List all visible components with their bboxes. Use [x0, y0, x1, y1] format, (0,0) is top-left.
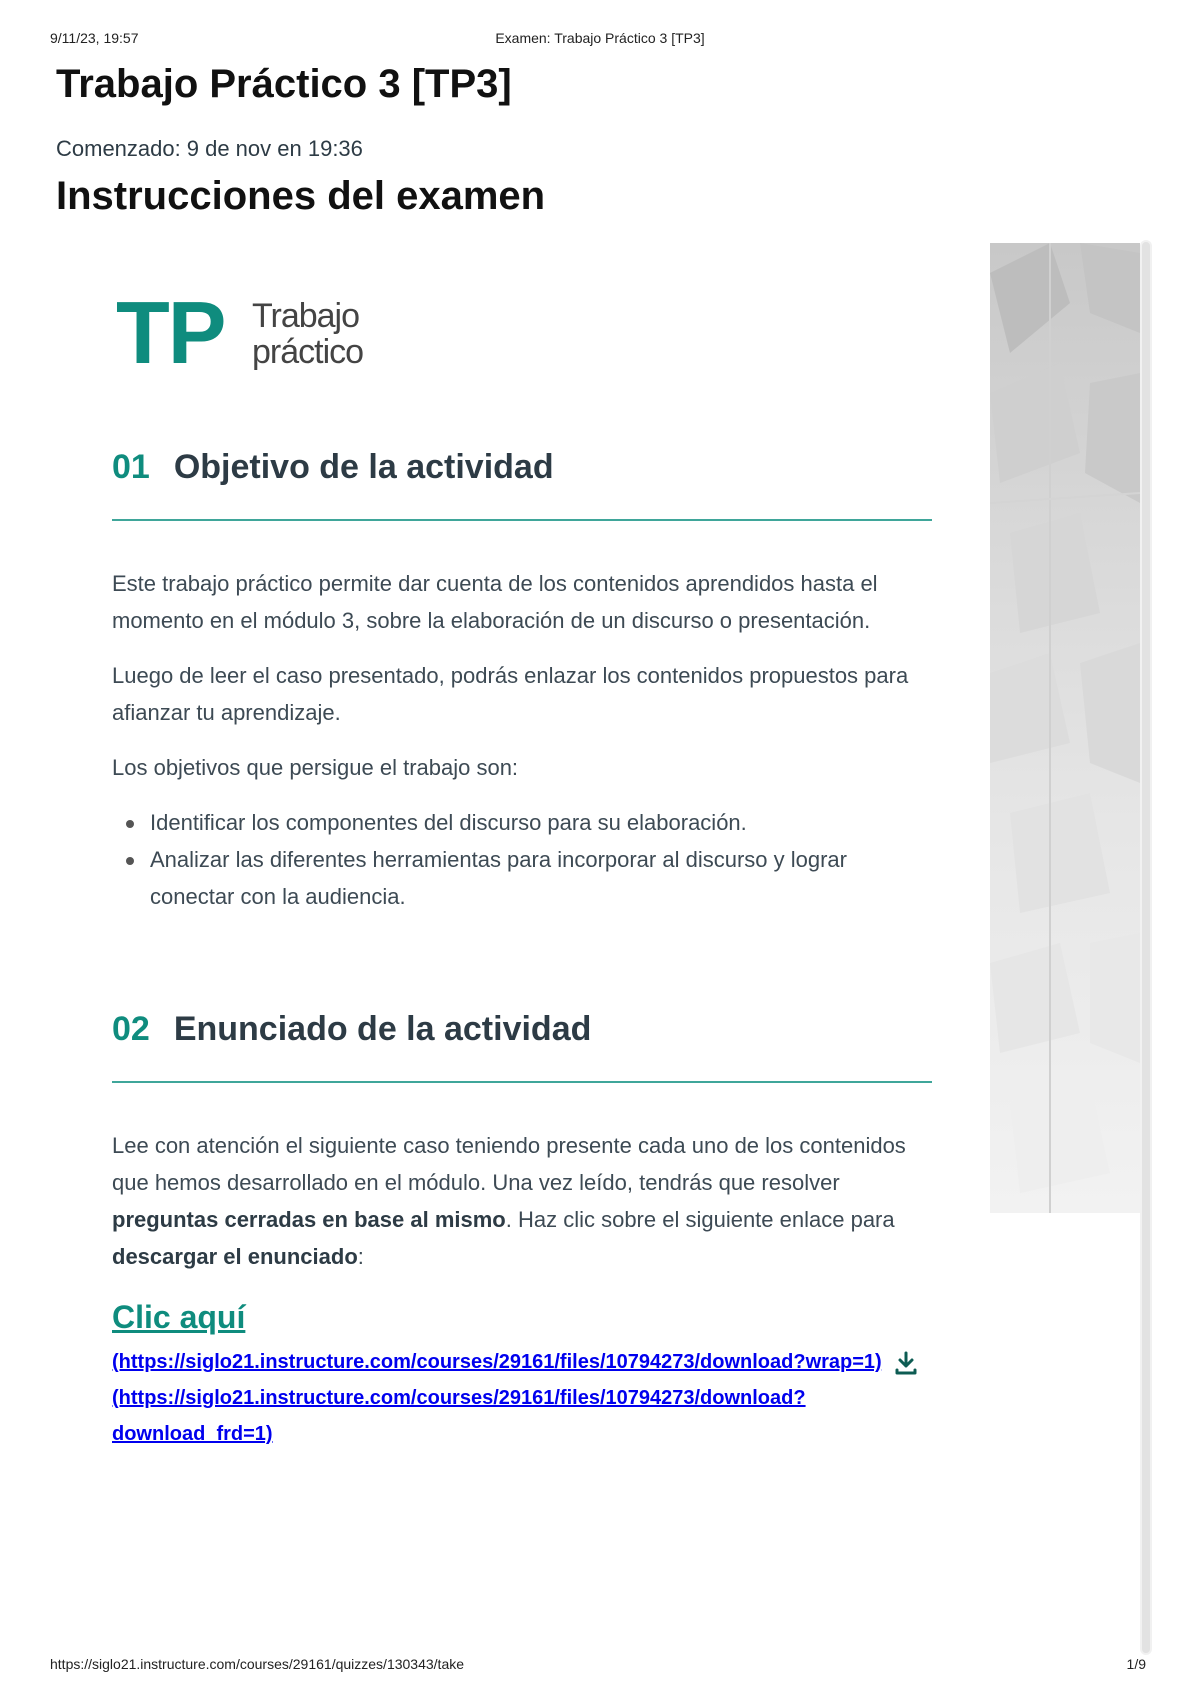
print-doc-title: Examen: Trabajo Práctico 3 [TP3]	[495, 30, 705, 46]
print-page-number: 1/9	[1126, 1656, 1146, 1672]
started-value: 9 de nov en 19:36	[186, 136, 363, 161]
objective-item: Identificar los componentes del discurso para su elaboración.	[150, 804, 932, 841]
file-wrap-link[interactable]: (https://siglo21.instructure.com/courses/29161/files/10794273/download?wrap=1)	[112, 1351, 882, 1373]
tp-logo-text	[252, 298, 363, 370]
section-number: 01	[112, 448, 150, 486]
objective-paragraph-2: Luego de leer el caso presentado, podrás enlazar los contenidos propuestos para afianzar tu aprendizaje.	[112, 663, 909, 725]
download-icon[interactable]	[893, 1350, 919, 1376]
download-links	[112, 1344, 932, 1452]
statement-text-e: :	[357, 1244, 364, 1269]
objective-item: Analizar las diferentes herramientas para incorporar al discurso y lograr conectar con la audiencia.	[150, 841, 932, 915]
section-number: 02	[112, 1010, 150, 1048]
tp-logo-line2: práctico	[252, 333, 364, 371]
instructions-content	[112, 283, 932, 1445]
statement-bold-download: descargar el enunciado	[112, 1244, 358, 1269]
scrollbar-thumb[interactable]	[1142, 242, 1150, 1653]
statement-text-c: . Haz clic sobre el siguiente enlace para	[505, 1207, 895, 1232]
section-objective-heading	[112, 448, 932, 487]
print-date: 9/11/23, 19:57	[50, 30, 139, 46]
started-label: Comenzado:	[56, 136, 181, 161]
section-title: Enunciado de la actividad	[173, 1010, 592, 1048]
click-here-link[interactable]: Clic aquí	[112, 1299, 246, 1335]
page-scrollbar[interactable]	[1140, 240, 1152, 1655]
section-title: Objetivo de la actividad	[173, 448, 554, 486]
banner-pattern	[990, 243, 1140, 1213]
file-download-link[interactable]: (https://siglo21.instructure.com/courses/29161/files/10794273/download?download_frd=1)	[112, 1387, 806, 1445]
instructions-title: Instrucciones del examen	[56, 174, 546, 218]
started-info	[56, 136, 363, 162]
tp-logo-line1: Trabajo	[252, 297, 360, 335]
section-statement	[112, 1010, 932, 1452]
print-header	[50, 30, 1150, 50]
section-divider	[112, 1081, 932, 1083]
statement-text-a: Lee con atención el siguiente caso teniendo presente cada uno de los contenidos que hemos desarrollado en el módulo. Una vez leído, tendrás que resolver	[112, 1133, 906, 1195]
objectives-list	[112, 804, 932, 915]
section-statement-heading	[112, 1010, 932, 1049]
page-title: Trabajo Práctico 3 [TP3]	[56, 62, 512, 106]
section-objective	[112, 448, 932, 915]
objective-paragraph-3: Los objetivos que persigue el trabajo son:	[112, 755, 519, 780]
tp-logo	[112, 283, 932, 382]
print-footer	[50, 1656, 1150, 1676]
tp-logo-mark: TP	[116, 283, 225, 382]
decorative-banner-image	[990, 243, 1140, 1213]
objective-paragraph-1: Este trabajo práctico permite dar cuenta de los contenidos aprendidos hasta el momento en el módulo 3, sobre la elaboración de un discurso o presentación.	[112, 571, 878, 633]
statement-paragraph	[112, 1127, 932, 1275]
statement-bold-closed-questions: preguntas cerradas en base al mismo	[112, 1207, 506, 1232]
section-divider	[112, 519, 932, 521]
print-url: https://siglo21.instructure.com/courses/29161/quizzes/130343/take	[50, 1656, 465, 1672]
